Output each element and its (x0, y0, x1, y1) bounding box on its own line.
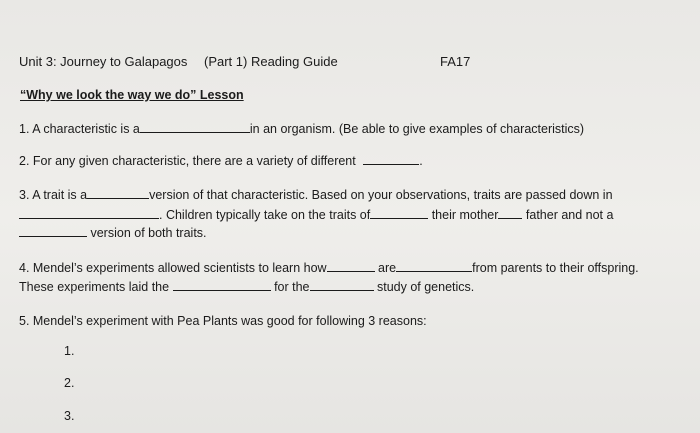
lesson-title: “Why we look the way we do” Lesson (20, 88, 244, 102)
q3-blank-1[interactable] (87, 187, 149, 199)
reason-2-number: 2. (64, 376, 75, 390)
q4-blank-1[interactable] (327, 260, 375, 272)
reason-1-number: 1. (64, 344, 75, 358)
q1-blank[interactable] (140, 121, 250, 133)
reason-3-number: 3. (64, 409, 75, 423)
question-1 (19, 121, 584, 137)
q3-blank-5[interactable] (19, 225, 87, 237)
question-4-line-1 (19, 260, 639, 276)
course-code: FA17 (440, 54, 471, 69)
question-5: 5. Mendel’s experiment with Pea Plants was good for following 3 reasons: (19, 314, 427, 328)
q4-line2-suffix: study of genetics. (376, 280, 475, 294)
q3-blank-2[interactable] (19, 207, 159, 219)
q4-line1-mid: are (378, 261, 397, 275)
q4-line2-mid: for the (274, 280, 310, 294)
q3-blank-4[interactable] (498, 207, 522, 219)
q4-line1-suffix: from parents to their offspring. (472, 261, 639, 275)
question-3-line-2 (19, 207, 613, 223)
q3-line1-prefix: 3. A trait is a (19, 188, 88, 202)
q3-line1-suffix: version of that characteristic. Based on your observations, traits are passed down in (149, 188, 613, 202)
q2-suffix: . (419, 154, 423, 168)
question-4-line-2 (19, 279, 474, 295)
q2-blank[interactable] (363, 153, 419, 165)
q4-line2-prefix: These experiments laid the (19, 280, 170, 294)
q2-prefix: 2. For any given characteristic, there are a variety of different (19, 154, 356, 168)
q1-prefix: 1. A characteristic is a (19, 122, 140, 136)
part-title: (Part 1) Reading Guide (204, 54, 338, 69)
q4-line1-prefix: 4. Mendel’s experiments allowed scientists to learn how (19, 261, 327, 275)
q1-suffix: in an organism. (Be able to give examples of characteristics) (249, 122, 585, 136)
q3-line2-mid2: their mother (431, 208, 499, 222)
unit-title: Unit 3: Journey to Galapagos (19, 54, 188, 69)
question-2 (19, 153, 423, 169)
q4-blank-3[interactable] (173, 279, 271, 291)
question-3-line-3 (19, 225, 207, 241)
question-3-line-1 (19, 187, 613, 203)
q3-line2-suffix: father and not a (525, 208, 614, 222)
q3-line2-mid: . Children typically take on the traits of (159, 208, 371, 222)
q4-blank-2[interactable] (396, 260, 472, 272)
q4-blank-4[interactable] (310, 279, 374, 291)
q3-line3-suffix: version of both traits. (90, 226, 207, 240)
q3-blank-3[interactable] (370, 207, 428, 219)
